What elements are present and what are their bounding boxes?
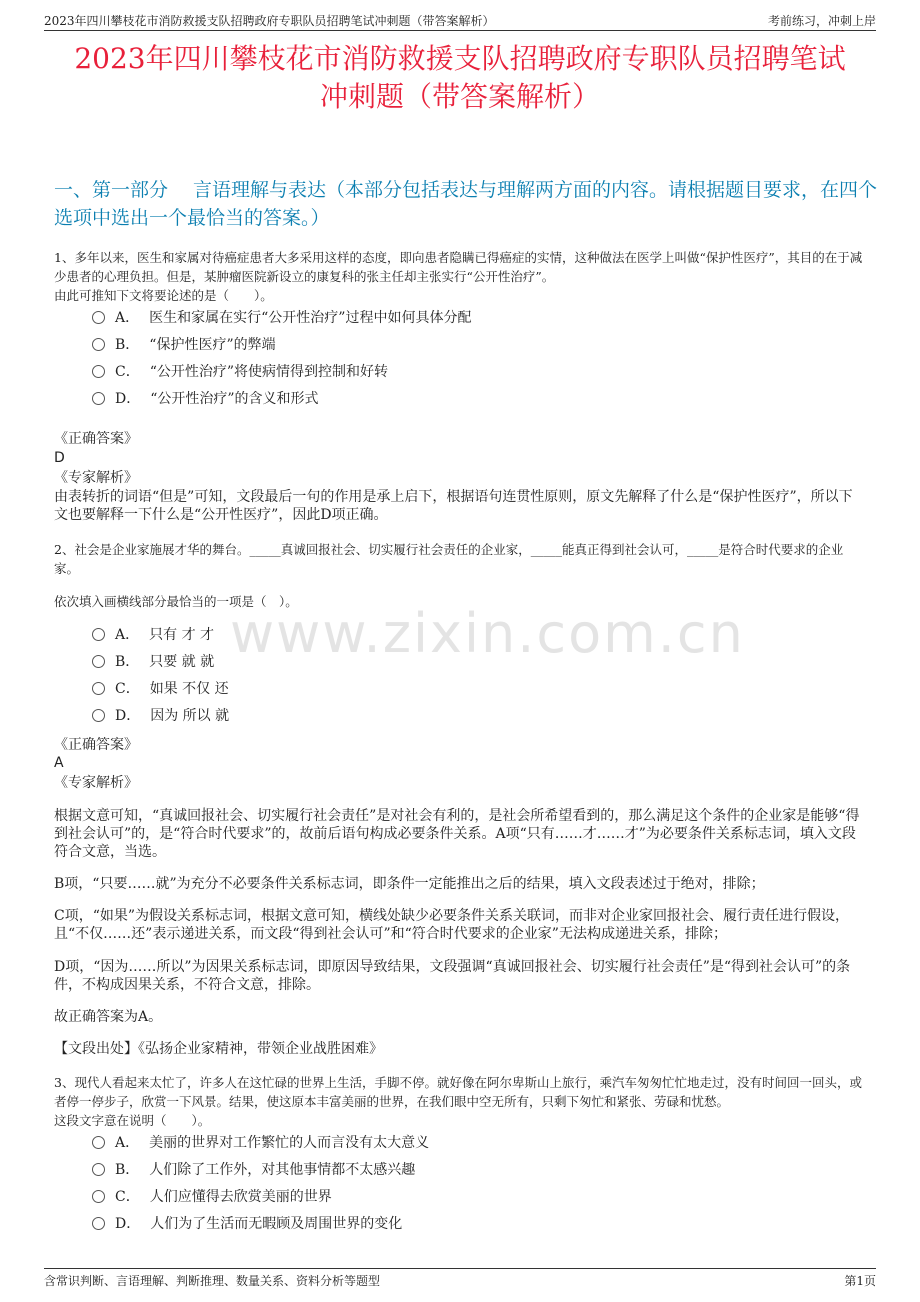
q2-analysis-label: 《专家解析》 <box>54 775 138 791</box>
q2-analysis-paragraph: B项，“只要……就”为充分不必要条件关系标志词，即条件一定能推出之后的结果，填入文段表述过于绝对，排除； <box>54 876 765 892</box>
radio-icon[interactable] <box>92 338 105 351</box>
q2-source: 【文段出处】《弘扬企业家精神，带领企业战胜困难》 <box>54 1041 383 1057</box>
header-title: 2023年四川攀枝花市消防救援支队招聘政府专职队员招聘笔试冲刺题（带答案解析） <box>44 14 495 28</box>
q3-option-c[interactable] <box>92 1187 332 1207</box>
question-1-ask: 由此可推知下文将要论述的是（ ）。 <box>54 288 273 303</box>
radio-icon[interactable] <box>92 655 105 668</box>
radio-icon[interactable] <box>92 1190 105 1203</box>
option-text: 美丽的世界对工作繁忙的人而言没有太大意义 <box>149 1135 430 1151</box>
option-text: 医生和家属在实行“公开性治疗”过程中如何具体分配 <box>149 310 472 326</box>
title-line-1: 2023年四川攀枝花市消防救援支队招聘政府专职队员招聘笔试 <box>74 42 846 75</box>
option-text: 如果 不仅 还 <box>149 681 229 697</box>
option-text: 人们为了生活而无暇顾及周围世界的变化 <box>150 1216 403 1232</box>
option-text: 因为 所以 就 <box>150 708 230 724</box>
page-number: 第1页 <box>844 1274 876 1288</box>
option-letter: A． <box>115 1135 140 1151</box>
option-letter: D． <box>115 708 141 724</box>
q3-option-a[interactable] <box>92 1133 429 1153</box>
option-text: 人们除了工作外，对其他事情都不太感兴趣 <box>149 1162 416 1178</box>
radio-icon[interactable] <box>92 311 105 324</box>
radio-icon[interactable] <box>92 1136 105 1149</box>
question-2-ask: 依次填入画横线部分最恰当的一项是（ ）。 <box>54 594 298 609</box>
question-3-stem: 3、现代人看起来太忙了，许多人在这忙碌的世界上生活，手脚不停。就好像在阿尔卑斯山上旅行，乘汽车匆匆忙忙地走过，没有时间回一回头，或者停一停步子，欣赏一下风景。结果，使这原本丰富美丽的世界，在我们眼中空无所有，只剩下匆忙和紧张、劳碌和忧愁。 <box>54 1075 862 1109</box>
q2-analysis-paragraph: C项，“如果”为假设关系标志词，根据文意可知，横线处缺少必要条件关系关联词，而非对企业家回报社会、履行责任进行假设，且“不仅……还”表示递进关系，而文段“得到社会认可”和“符合时代要求的企业家”无法构成递进关系，排除； <box>54 908 850 942</box>
radio-icon[interactable] <box>92 709 105 722</box>
option-letter: B． <box>115 1162 140 1178</box>
page-footer <box>44 1268 876 1287</box>
q2-answer: A <box>54 755 64 771</box>
q1-option-d[interactable] <box>92 389 319 409</box>
q3-option-b[interactable] <box>92 1160 415 1180</box>
radio-icon[interactable] <box>92 1217 105 1230</box>
q2-option-a[interactable] <box>92 625 214 645</box>
q2-option-c[interactable] <box>92 679 229 699</box>
q1-answer-label: 《正确答案》 <box>54 431 138 447</box>
title-line-2: 冲刺题（带答案解析） <box>319 80 600 113</box>
q1-option-c[interactable] <box>92 362 388 382</box>
option-letter: C． <box>115 681 140 697</box>
q2-analysis-paragraph: 根据文意可知，“真诚回报社会、切实履行社会责任”是对社会有利的，是社会所希望看到的，那么满足这个条件的企业家是能够“得到社会认可”的，是“符合时代要求”的，故前后语句构成必要条件关系。A项“只有……才……才”为必要条件关系标志词，填入文段符合文意，当选。 <box>54 808 860 860</box>
q1-option-a[interactable] <box>92 308 471 328</box>
question-1-stem: 1、多年以来，医生和家属对待癌症患者大多采用这样的态度，即向患者隐瞒已得癌症的实情，这种做法在医学上叫做“保护性医疗”，其目的在于减少患者的心理负担。但是，某肿瘤医院新设立的康复科的张主任却主张实行“公开性治疗”。 <box>54 250 863 284</box>
header-slogan: 考前练习，冲刺上岸 <box>767 14 876 28</box>
option-text: “公开性治疗”将使病情得到控制和好转 <box>149 364 389 380</box>
option-text: “保护性医疗”的弊端 <box>149 337 276 353</box>
q2-analysis-paragraph: D项，“因为……所以”为因果关系标志词，即原因导致结果，文段强调“真诚回报社会、切实履行社会责任”是“得到社会认可”的条件，不构成因果关系，不符合文意，排除。 <box>54 959 851 993</box>
section-heading: 一、第一部分 言语理解与表达（本部分包括表达与理解两方面的内容。请根据题目要求，在四个选项中选出一个最恰当的答案。） <box>54 179 878 229</box>
option-letter: D． <box>115 391 141 407</box>
option-text: “公开性治疗”的含义和形式 <box>150 391 319 407</box>
option-letter: A． <box>115 627 140 643</box>
q2-analysis-paragraph: 故正确答案为A。 <box>54 1009 163 1025</box>
option-letter: C． <box>115 364 140 380</box>
question-2-stem: 2、社会是企业家施展才华的舞台。_____真诚回报社会、切实履行社会责任的企业家，_____能真正得到社会认可，_____是符合时代要求的企业家。 <box>54 542 844 576</box>
option-text: 只有 才 才 <box>149 627 215 643</box>
radio-icon[interactable] <box>92 1163 105 1176</box>
option-letter: B． <box>115 337 140 353</box>
q2-option-d[interactable] <box>92 706 229 726</box>
footer-topics: 含常识判断、言语理解、判断推理、数量关系、资料分析等题型 <box>44 1274 381 1288</box>
radio-icon[interactable] <box>92 628 105 641</box>
option-text: 只要 就 就 <box>149 654 215 670</box>
q3-option-d[interactable] <box>92 1214 402 1234</box>
option-text: 人们应懂得去欣赏美丽的世界 <box>149 1189 332 1205</box>
radio-icon[interactable] <box>92 682 105 695</box>
q1-analysis-label: 《专家解析》 <box>54 470 138 486</box>
radio-icon[interactable] <box>92 392 105 405</box>
q2-answer-label: 《正确答案》 <box>54 737 138 753</box>
page-header <box>44 10 876 31</box>
q1-option-b[interactable] <box>92 335 276 355</box>
question-3-ask: 这段文字意在说明（ ）。 <box>54 1113 211 1128</box>
q1-analysis: 由表转折的词语“但是”可知，文段最后一句的作用是承上启下，根据语句连贯性原则，原文先解释了什么是“保护性医疗”，所以下文也要解释一下什么是“公开性医疗”，因此D项正确。 <box>54 489 853 523</box>
option-letter: A． <box>115 310 140 326</box>
option-letter: D． <box>115 1216 141 1232</box>
watermark: www.zixin.com.cn <box>230 602 745 665</box>
radio-icon[interactable] <box>92 365 105 378</box>
option-letter: B． <box>115 654 140 670</box>
option-letter: C． <box>115 1189 140 1205</box>
q1-answer: D <box>54 450 65 466</box>
q2-option-b[interactable] <box>92 652 214 672</box>
document-title <box>40 40 880 116</box>
